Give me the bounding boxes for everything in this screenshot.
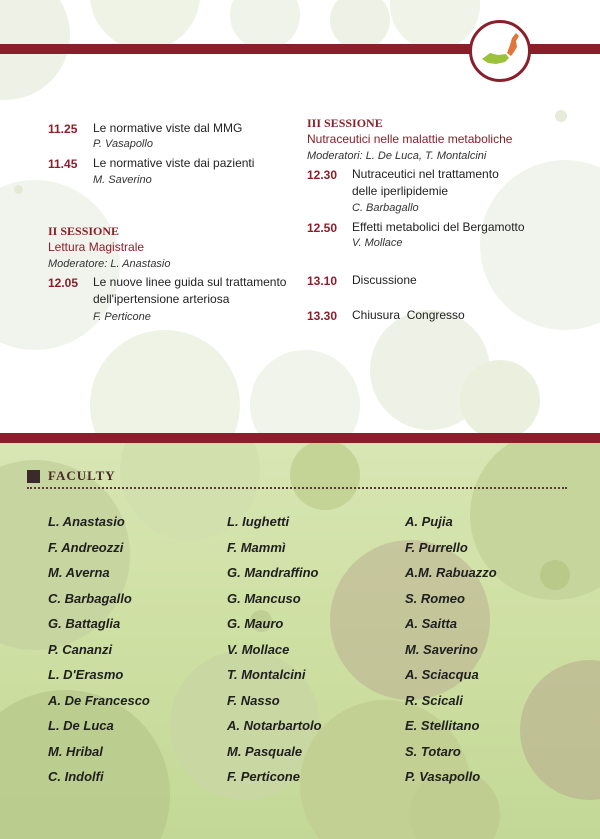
talk-title: delle iperlipidemie <box>352 184 449 198</box>
talk-title: Chiusura Congresso <box>352 308 465 322</box>
faculty-name: A. Saitta <box>405 616 458 631</box>
faculty-name: F. Mammì <box>227 540 286 555</box>
faculty-name: A. Sciacqua <box>405 667 479 682</box>
time-label: 12.05 <box>48 276 79 290</box>
talk-title: Le normative viste dal MMG <box>93 121 243 135</box>
dotted-divider <box>27 487 567 489</box>
faculty-name: F. Andreozzi <box>48 540 124 555</box>
talk-title: dell'ipertensione arteriosa <box>93 292 230 306</box>
talk-title: Discussione <box>352 273 417 287</box>
time-label: 12.30 <box>307 168 338 182</box>
time-label: 12.50 <box>307 221 338 235</box>
faculty-name: E. Stellitano <box>405 718 480 733</box>
faculty-name: V. Mollace <box>227 642 290 657</box>
faculty-name: G. Mancuso <box>227 591 301 606</box>
faculty-name: C. Indolfi <box>48 769 104 784</box>
time-label: 13.30 <box>307 309 338 323</box>
talk-title: Nutraceutici nel trattamento <box>352 167 499 181</box>
time-label: 11.45 <box>48 157 78 171</box>
session-moderator: Moderatore: L. Anastasio <box>48 258 171 270</box>
faculty-name: F. Nasso <box>227 693 280 708</box>
map-icon <box>476 27 524 75</box>
faculty-name: S. Totaro <box>405 744 461 759</box>
faculty-name: F. Perticone <box>227 769 300 784</box>
faculty-name: M. Saverino <box>405 642 478 657</box>
session-moderator: Moderatori: L. De Luca, T. Montalcini <box>307 150 487 162</box>
speaker-name: F. Perticone <box>93 311 151 323</box>
faculty-name: M. Averna <box>48 565 110 580</box>
time-label: 11.25 <box>48 122 78 136</box>
talk-title: Le nuove linee guida sul trattamento <box>93 275 287 289</box>
faculty-name: T. Montalcini <box>227 667 306 682</box>
faculty-name: A.M. Rabuazzo <box>405 565 497 580</box>
faculty-name: S. Romeo <box>405 591 465 606</box>
session-title: Nutraceutici nelle malattie metaboliche <box>307 132 513 146</box>
faculty-name: L. Anastasio <box>48 514 125 529</box>
faculty-name: L. D'Erasmo <box>48 667 124 682</box>
faculty-name: R. Scicali <box>405 693 463 708</box>
faculty-name: M. Hribal <box>48 744 103 759</box>
faculty-name: L. Iughetti <box>227 514 290 529</box>
faculty-name: C. Barbagallo <box>48 591 132 606</box>
talk-title: Effetti metabolici del Bergamotto <box>352 220 525 234</box>
faculty-name: L. De Luca <box>48 718 114 733</box>
speaker-name: C. Barbagallo <box>352 202 419 214</box>
faculty-square-icon <box>27 470 40 483</box>
speaker-name: V. Mollace <box>352 237 403 249</box>
faculty-name: P. Cananzi <box>48 642 113 657</box>
calabria-sicily-map-logo <box>469 20 531 82</box>
faculty-name: M. Pasquale <box>227 744 303 759</box>
faculty-name: F. Purrello <box>405 540 468 555</box>
faculty-name: A. De Francesco <box>48 693 150 708</box>
speaker-name: P. Vasapollo <box>93 138 153 150</box>
session-heading: II SESSIONE <box>48 224 120 238</box>
session-title: Lettura Magistrale <box>48 240 145 254</box>
time-label: 13.10 <box>307 274 338 288</box>
session-heading: III SESSIONE <box>307 116 383 130</box>
faculty-title: FACULTY <box>48 468 116 483</box>
faculty-name: A. Pujia <box>405 514 453 529</box>
talk-title: Le normative viste dai pazienti <box>93 156 255 170</box>
faculty-name: G. Mandraffino <box>227 565 319 580</box>
faculty-name: P. Vasapollo <box>405 769 481 784</box>
middle-band <box>0 433 600 443</box>
speaker-name: M. Saverino <box>93 174 152 186</box>
faculty-name: G. Battaglia <box>48 616 121 631</box>
faculty-name: A. Notarbartolo <box>227 718 322 733</box>
faculty-name: G. Mauro <box>227 616 284 631</box>
